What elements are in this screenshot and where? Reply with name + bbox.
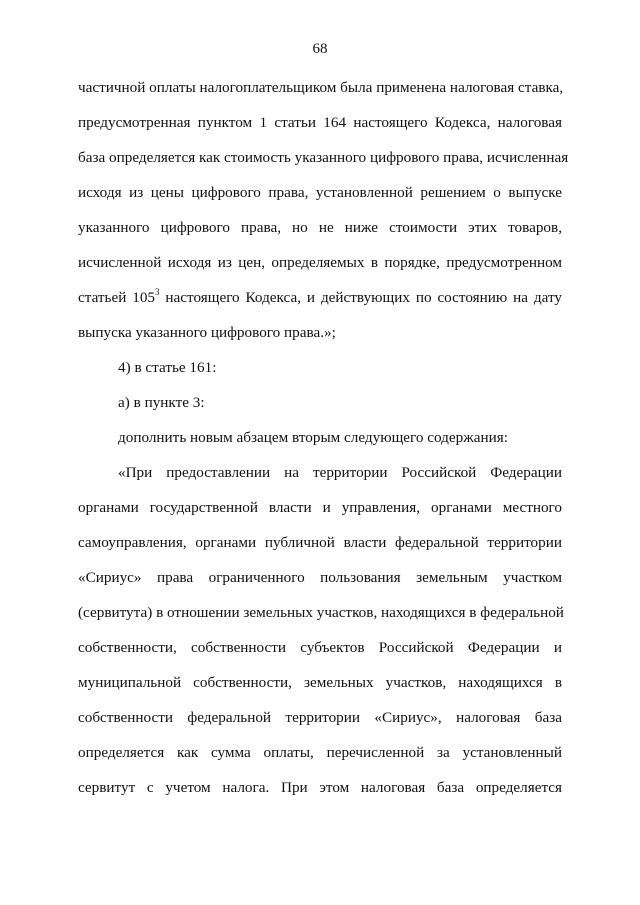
paragraph-line: «При предоставлении на территории Российской Федерации (118, 464, 562, 481)
text-line: выпуска указанного цифрового права.»; (78, 324, 336, 341)
text-line: муниципальной собственности, земельных участков, находящихся в (78, 674, 562, 691)
text-line: собственности федеральной территории «Сириус», налоговая база (78, 709, 562, 726)
text-line: органами государственной власти и управления, органами местного (78, 499, 562, 516)
text-line: исчисленной исходя из цен, определяемых в порядке, предусмотренном (78, 254, 562, 271)
paragraph-line: 4) в статье 161: (118, 359, 217, 376)
text-line: сервитут с учетом налога. При этом налоговая база определяется (78, 779, 562, 796)
text-line-with-superscript (78, 286, 563, 307)
text-line: определяется как сумма оплаты, перечисленной за установленный (78, 744, 562, 761)
text-line: самоуправления, органами публичной власти федеральной территории (78, 534, 562, 551)
paragraph-line: а) в пункте 3: (118, 394, 205, 411)
text-line: указанного цифрового права, но не ниже стоимости этих товаров, (78, 219, 562, 236)
text-line: предусмотренная пунктом 1 статьи 164 настоящего Кодекса, налоговая (78, 114, 562, 131)
text-line: исходя из цены цифрового права, установленной решением о выпуске (78, 184, 562, 201)
text-line: база определяется как стоимость указанного цифрового права, исчисленная (78, 149, 569, 166)
line-text-before: статьей 105 (78, 289, 156, 306)
line-text-after: настоящего Кодекса, и действующих по состоянию на дату (159, 289, 563, 306)
page-number: 68 (312, 41, 328, 57)
text-line: (сервитута) в отношении земельных участков, находящихся в федеральной (78, 604, 564, 621)
superscript-number: 3 (155, 286, 160, 297)
text-line: «Сириус» права ограниченного пользования земельным участком (78, 569, 562, 586)
text-line: собственности, собственности субъектов Российской Федерации и (78, 639, 562, 656)
text-line: частичной оплаты налогоплательщиком была применена налоговая ставка, (78, 79, 564, 96)
paragraph-line: дополнить новым абзацем вторым следующего содержания: (118, 429, 508, 446)
